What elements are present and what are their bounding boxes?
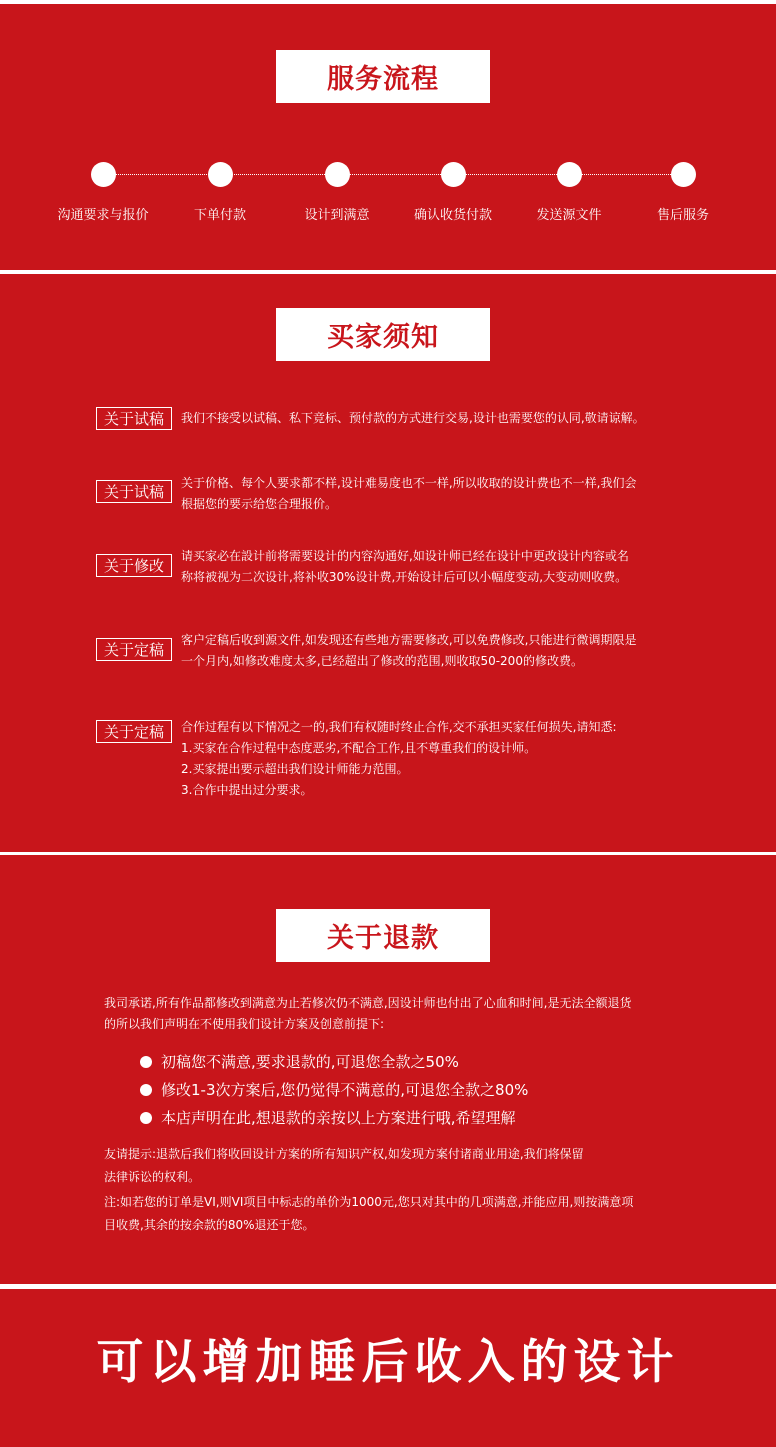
refund-bullet-text: 本店声明在此,想退款的亲按以上方案进行哦,希望理解	[161, 1109, 516, 1127]
buyer-notice-section	[0, 274, 776, 852]
refund-bullet-item	[140, 1076, 528, 1104]
process-step-label: 下单付款	[193, 208, 246, 223]
notice-text	[181, 408, 681, 429]
process-step	[277, 162, 397, 223]
bullet-dot-icon	[140, 1056, 152, 1068]
process-step-label: 确认收货付款	[413, 208, 492, 223]
bullet-dot-icon	[140, 1112, 152, 1124]
refund-intro	[104, 993, 631, 1035]
refund-bullet-item	[140, 1048, 528, 1076]
process-step-dot	[441, 162, 466, 187]
refund-note-line: 注:如若您的订单是VI,则VI项目中标志的单价为1000元,您只对其中的几项满意,并能应用,则按满意项	[104, 1195, 634, 1209]
notice-line: 客户定稿后收到源文件,如发现还有些地方需要修改,可以免费修改,只能进行微调期限是	[181, 633, 637, 647]
refund-note-line: 目收费,其余的按余款的80%退还于您。	[104, 1218, 315, 1232]
notice-tag: 关于试稿	[96, 407, 172, 430]
process-step-label: 售后服务	[656, 208, 709, 223]
notice-text	[181, 630, 681, 672]
notice-line: 关于价格、每个人要求都不样,设计难易度也不一样,所以收取的设计费也不一样,我们会	[181, 476, 637, 490]
slogan-banner: 可以增加睡后收入的设计	[96, 1335, 680, 1390]
refund-tip	[104, 1143, 584, 1189]
notice-line: 我们不接受以试稿、私下竞标、预付款的方式进行交易,设计也需要您的认同,敬请谅解。	[181, 411, 645, 425]
refund-tip-line: 法律诉讼的权利。	[104, 1170, 201, 1184]
service-process-section	[0, 4, 776, 270]
slogan-section	[0, 1289, 776, 1447]
process-step	[43, 162, 163, 223]
process-step	[509, 162, 629, 223]
refund-intro-line: 我司承诺,所有作品都修改到满意为止若修次仍不满意,因设计师也付出了心血和时间,是无法全额退货	[104, 996, 632, 1010]
notice-line: 一个月内,如修改难度太多,已经超出了修改的范围,则收取50-200的修改费。	[181, 654, 583, 668]
notice-line: 合作过程有以下情况之一的,我们有权随时终止合作,交不承担买家任何损失,请知悉:	[181, 720, 617, 734]
notice-text	[181, 473, 681, 515]
process-step	[160, 162, 280, 223]
notice-line: 3.合作中提出过分要求。	[181, 783, 313, 797]
refund-note	[104, 1191, 633, 1237]
process-step-label: 设计到满意	[304, 208, 370, 223]
refund-title: 关于退款	[276, 909, 490, 962]
notice-line: 2.买家提出要示超出我们设计师能力范围。	[181, 762, 409, 776]
refund-tip-line: 友请提示:退款后我们将收回设计方案的所有知识产权,如发现方案付诸商业用途,我们将保留	[104, 1147, 584, 1161]
process-step-label: 沟通要求与报价	[57, 208, 149, 223]
notice-text	[181, 717, 681, 801]
refund-intro-line: 的所以我们声明在不使用我们设计方案及创意前提下:	[104, 1017, 385, 1031]
process-step-label: 发送源文件	[536, 208, 602, 223]
process-step-dot	[557, 162, 582, 187]
process-step-dot	[671, 162, 696, 187]
service-process-title: 服务流程	[276, 50, 490, 103]
process-step-dot	[208, 162, 233, 187]
refund-section	[0, 855, 776, 1284]
notice-line: 请买家必在設计前将需要设计的内容沟通好,如设计师已经在设计中更改设计内容或名	[181, 549, 629, 563]
notice-line: 根据您的要示给您合理报价。	[181, 497, 338, 511]
refund-bullet-text: 初稿您不满意,要求退款的,可退您全款之50%	[161, 1053, 459, 1071]
notice-tag: 关于修改	[96, 554, 172, 577]
bullet-dot-icon	[140, 1084, 152, 1096]
notice-tag: 关于定稿	[96, 638, 172, 661]
notice-line: 1.买家在合作过程中态度恶劣,不配合工作,且不尊重我们的设计师。	[181, 741, 537, 755]
process-step	[623, 162, 743, 223]
notice-tag: 关于定稿	[96, 720, 172, 743]
refund-bullet-list	[140, 1048, 528, 1132]
process-step-dot	[91, 162, 116, 187]
notice-line: 称将被视为二次设计,将补收30%设计费,开始设计后可以小幅度变动,大变动则收费。	[181, 570, 628, 584]
notice-text	[181, 546, 681, 588]
buyer-notice-title: 买家须知	[276, 308, 490, 361]
notice-tag: 关于试稿	[96, 480, 172, 503]
refund-bullet-item	[140, 1104, 528, 1132]
refund-bullet-text: 修改1-3次方案后,您仍觉得不满意的,可退您全款之80%	[161, 1081, 529, 1099]
process-step-dot	[325, 162, 350, 187]
process-step	[393, 162, 513, 223]
